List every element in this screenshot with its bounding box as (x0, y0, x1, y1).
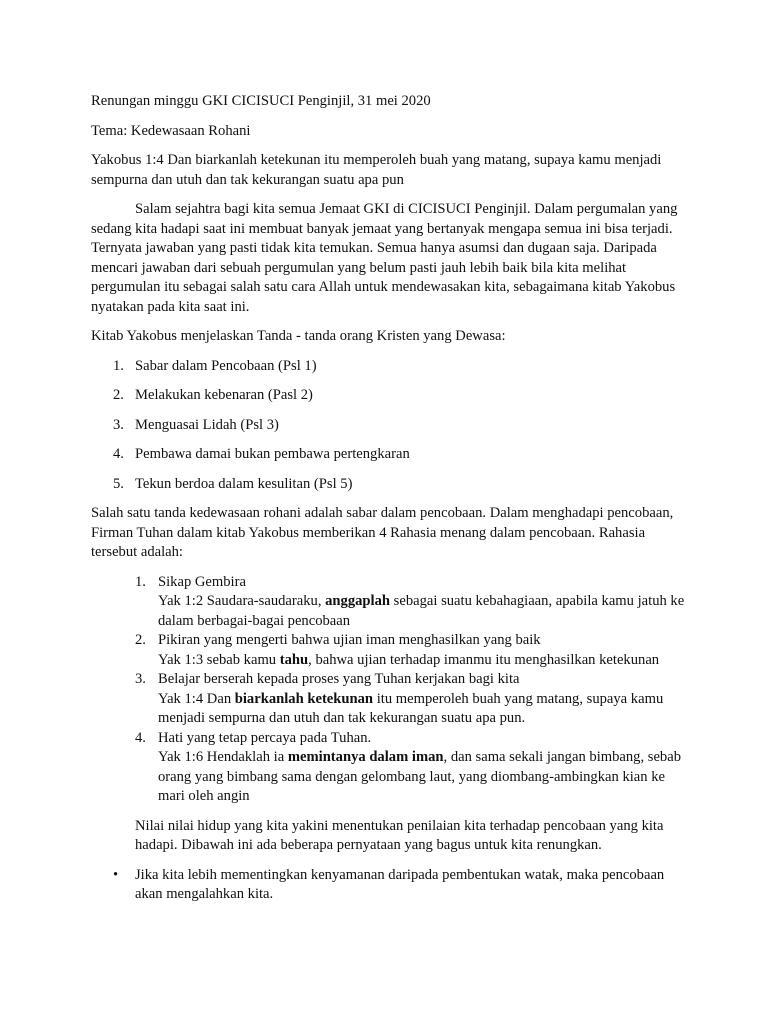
verse-text: Yak 1:3 sebab kamu (158, 651, 280, 668)
verse-emphasis: biarkanlah ketekunan (234, 690, 374, 707)
closing-paragraph: Nilai nilai hidup yang kita yakini menentukan penilaian kita terhadap pencobaan yang kita hadapi. Dibawah ini ada beberapa pernyataan yang bagus untuk kita renungkan. (135, 817, 664, 853)
theme-line: Tema: Kedewasaan Rohani (91, 122, 251, 139)
secrets-list (91, 573, 691, 807)
verse-text: Yak 1:2 Saudara-saudaraku, (158, 593, 326, 609)
verse-emphasis: tahu (279, 651, 309, 668)
list-item (91, 729, 691, 807)
verse-text: , dan sama sekali jangan bimbang, sebab orang yang bimbang sama dengan gelombang laut, yang diombang-ambingkan kian ke mari oleh angin (158, 749, 681, 804)
verse-text: sebagai suatu kebahagiaan, apabila kamu jatuh ke dalam berbagai-bagai pencobaan (158, 593, 685, 629)
list-item (91, 866, 691, 905)
list-number: 3. (113, 416, 124, 433)
list-item-text: Menguasai Lidah (Psl 3) (135, 416, 279, 433)
list-number: 4. (113, 446, 124, 462)
list-number: 2. (135, 632, 146, 648)
secret-verse (158, 690, 691, 729)
verse-emphasis: anggaplah (325, 593, 391, 609)
patience-paragraph: Salah satu tanda kedewasaan rohani adalah sabar dalam pencobaan. Dalam menghadapi pencobaan, Firman Tuhan dalam kitab Yakobus memberikan 4 Rahasia menang dalam pencobaan. Rahasia tersebut adalah: (91, 505, 674, 560)
secret-title: Pikiran yang mengerti bahwa ujian iman menghasilkan yang baik (158, 632, 541, 648)
list-item (91, 631, 691, 670)
list-item (91, 357, 691, 377)
document-body (91, 92, 691, 905)
intro-paragraph: Salam sejahtra bagi kita semua Jemaat GKI di CICISUCI Penginjil. Dalam pergumalan yang sedang kita hadapi saat ini membuat banyak jemaat yang bertanyak mengapa semua ini bisa terjadi. Ternyata jawaban yang pasti tidak kita temukan. Semua hanya asumsi dan dugaan saja. Daripada mencari jawaban dari sebuah pergumulan yang belum pasti jauh lebih baik bila kita melihat pergumulan itu sebagai salah satu cara Allah untuk mendewasakan kita, sebagaimana kitab Yakobus nyatakan pada kita saat ini. (91, 201, 678, 315)
list-item-text: Tekun berdoa dalam kesulitan (Psl 5) (135, 475, 353, 492)
secret-title: Belajar berserah kepada proses yang Tuhan kerjakan bagi kita (158, 671, 520, 687)
verse-text: Yak 1:4 Dan (158, 690, 235, 707)
list-number: 1. (113, 357, 124, 374)
verse-text: Yak 1:6 Hendaklah ia (158, 749, 288, 765)
verse-paragraph: Yakobus 1:4 Dan biarkanlah ketekunan itu memperoleh buah yang matang, supaya kamu menjadi sempurna dan utuh dan tak kekurangan suatu apa pun (91, 152, 662, 188)
list-number: 3. (135, 671, 146, 687)
list-number: 4. (135, 729, 146, 746)
secret-title: Sikap Gembira (158, 573, 246, 590)
list-item (91, 416, 691, 436)
signs-list (91, 357, 691, 495)
list-item (91, 475, 691, 495)
bullet-list (91, 866, 691, 905)
secret-verse (158, 748, 691, 807)
list-item-text: Melakukan kebenaran (Pasl 2) (135, 387, 313, 403)
list-number: 5. (113, 475, 124, 492)
list-number: 1. (135, 573, 146, 590)
list-item (91, 386, 691, 406)
secret-title: Hati yang tetap percaya pada Tuhan. (158, 729, 372, 746)
signs-heading: Kitab Yakobus menjelaskan Tanda - tanda orang Kristen yang Dewasa: (91, 328, 506, 344)
secret-verse (158, 592, 691, 631)
verse-emphasis: memintanya dalam iman (287, 749, 444, 765)
list-item (91, 573, 691, 632)
bullet-icon: • (113, 866, 119, 883)
list-item (91, 445, 691, 465)
list-item-text: Jika kita lebih mementingkan kenyamanan daripada pembentukan watak, maka pencobaan akan mengalahkan kita. (135, 866, 665, 902)
verse-text: itu memperoleh buah yang matang, supaya kamu menjadi sempurna dan utuh dan tak kekurangan suatu apa pun. (158, 690, 664, 726)
list-item-text: Sabar dalam Pencobaan (Psl 1) (135, 357, 317, 374)
document-title: Renungan minggu GKI CICISUCI Penginjil, 31 mei 2020 (91, 93, 431, 109)
secret-verse (158, 651, 691, 671)
list-number: 2. (113, 387, 124, 403)
verse-text: , bahwa ujian terhadap imanmu itu menghasilkan ketekunan (308, 651, 660, 668)
list-item-text: Pembawa damai bukan pembawa pertengkaran (135, 446, 410, 462)
list-item (91, 670, 691, 729)
